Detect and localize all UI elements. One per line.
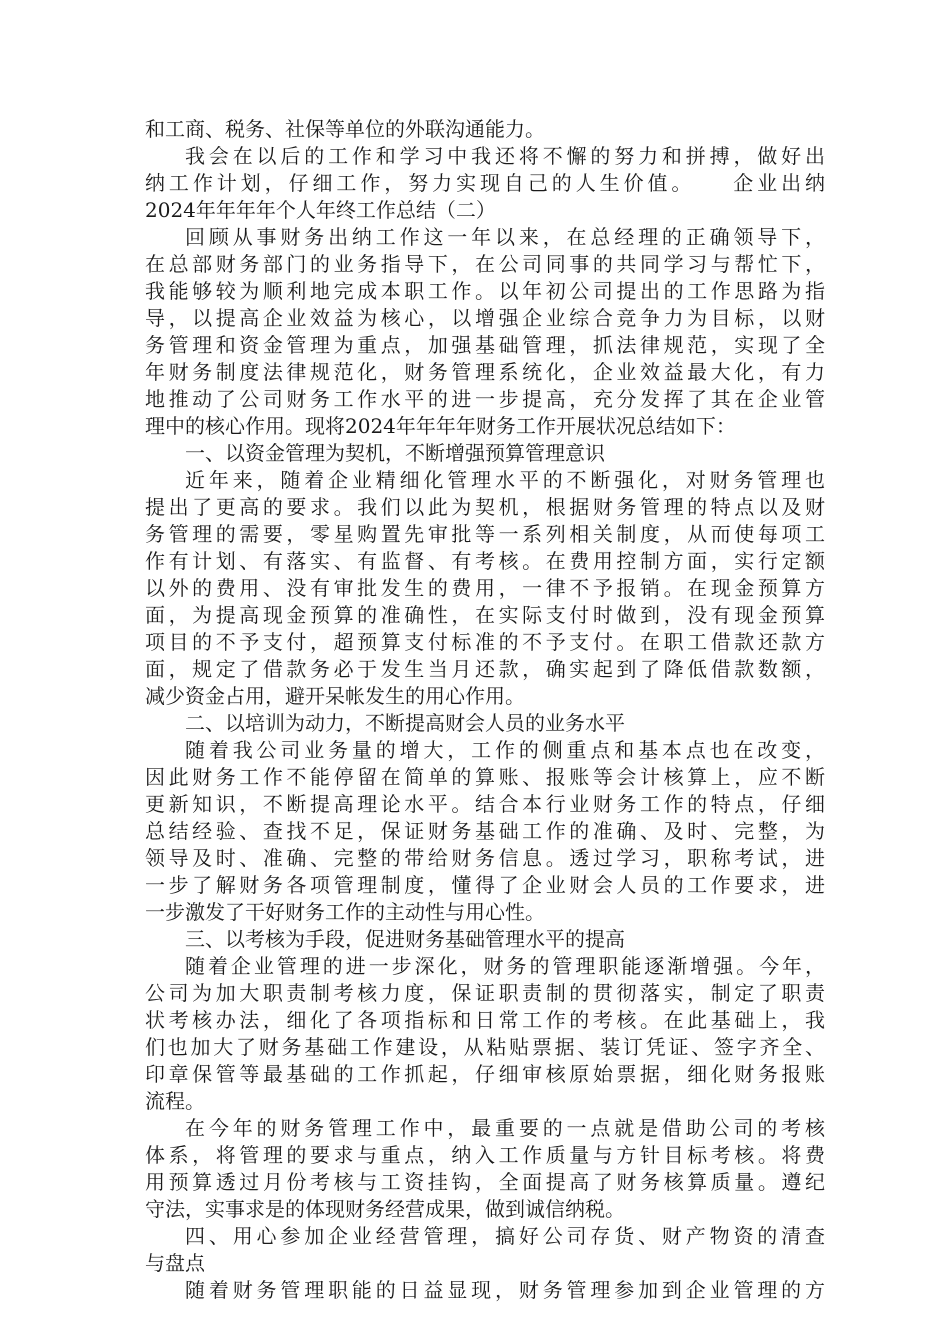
text-line: 总结经验、查找不足，保证财务基础工作的准确、及时、完整，为 — [145, 819, 825, 843]
text-line: 我会在以后的工作和学习中我还将不懈的努力和拼搏，做好出 — [185, 144, 825, 168]
text-line: 守法，实事求是的体现财务经营成果，做到诚信纳税。 — [145, 1197, 625, 1221]
text-line: 导，以提高企业效益为核心，以增强企业综合竞争力为目标，以财 — [145, 306, 825, 330]
text-line: 我能够较为顺利地完成本职工作。以年初公司提出的工作思路为指 — [145, 279, 825, 303]
text-line: 印章保管等最基础的工作抓起，仔细审核原始票据，细化财务报账 — [145, 1062, 825, 1086]
text-line: 状考核办法，细化了各项指标和日常工作的考核。在此基础上，我 — [145, 1008, 825, 1032]
text-line: 们也加大了财务基础工作建设，从粘贴票据、装订凭证、签字齐全、 — [145, 1035, 825, 1059]
text-line: 随着我公司业务量的增大，工作的侧重点和基本点也在改变， — [185, 738, 825, 762]
text-line: 减少资金占用，避开呆帐发生的用心作用。 — [145, 684, 525, 708]
text-line: 纳工作计划，仔细工作，努力实现自己的人生价值。 企业出纳 — [145, 171, 825, 195]
text-line: 用预算透过月份考核与工资挂钩，全面提高了财务核算质量。遵纪 — [145, 1170, 825, 1194]
text-line: 以外的费用、没有审批发生的费用，一律不予报销。在现金预算方 — [145, 576, 825, 600]
text-line: 面，为提高现金预算的准确性，在实际支付时做到，没有现金预算 — [145, 603, 825, 627]
text-line: 一、以资金管理为契机，不断增强预算管理意识 — [185, 441, 605, 465]
text-line: 随着企业管理的进一步深化，财务的管理职能逐渐增强。今年， — [185, 954, 825, 978]
text-line: 三、以考核为手段，促进财务基础管理水平的提高 — [185, 927, 625, 951]
text-line: 务管理的需要，零星购置先审批等一系列相关制度，从而使每项工 — [145, 522, 825, 546]
text-line: 四、用心参加企业经营管理，搞好公司存货、财产物资的清查 — [185, 1224, 825, 1248]
text-line: 在总部财务部门的业务指导下，在公司同事的共同学习与帮忙下， — [145, 252, 825, 276]
text-line: 面，规定了借款务必于发生当月还款，确实起到了降低借款数额， — [145, 657, 825, 681]
text-line: 一步激发了干好财务工作的主动性与用心性。 — [145, 900, 545, 924]
text-line: 公司为加大职责制考核力度，保证职责制的贯彻落实，制定了职责 — [145, 981, 825, 1005]
text-line: 因此财务工作不能停留在简单的算账、报账等会计核算上，应不断 — [145, 765, 825, 789]
text-line: 项目的不予支付，超预算支付标准的不予支付。在职工借款还款方 — [145, 630, 825, 654]
text-line: 回顾从事财务出纳工作这一年以来，在总经理的正确领导下， — [185, 225, 825, 249]
text-line: 提出了更高的要求。我们以此为契机，根据财务管理的特点以及财 — [145, 495, 825, 519]
text-line: 地推动了公司财务工作水平的进一步提高，充分发挥了其在企业管 — [145, 387, 825, 411]
text-line: 更新知识，不断提高理论水平。结合本行业财务工作的特点，仔细 — [145, 792, 825, 816]
document-page — [145, 116, 825, 1304]
text-line: 2024年年年年个人年终工作总结（二） — [145, 198, 496, 222]
text-line: 年财务制度法律规范化，财务管理系统化，企业效益最大化，有力 — [145, 360, 825, 384]
text-line: 近年来，随着企业精细化管理水平的不断强化，对财务管理也 — [185, 468, 825, 492]
text-line: 领导及时、准确、完整的带给财务信息。透过学习，职称考试，进 — [145, 846, 825, 870]
text-line: 流程。 — [145, 1089, 205, 1113]
text-line: 与盘点 — [145, 1251, 205, 1275]
text-line: 随着财务管理职能的日益显现，财务管理参加到企业管理的方 — [185, 1278, 825, 1302]
text-line: 体系，将管理的要求与重点，纳入工作质量与方针目标考核。将费 — [145, 1143, 825, 1167]
text-line: 务管理和资金管理为重点，加强基础管理，抓法律规范，实现了全 — [145, 333, 825, 357]
text-line: 一步了解财务各项管理制度，懂得了企业财会人员的工作要求，进 — [145, 873, 825, 897]
text-line: 在今年的财务管理工作中，最重要的一点就是借助公司的考核 — [185, 1116, 825, 1140]
text-line: 二、以培训为动力，不断提高财会人员的业务水平 — [185, 711, 625, 735]
text-line: 和工商、税务、社保等单位的外联沟通能力。 — [145, 117, 545, 141]
text-line: 理中的核心作用。现将2024年年年年财务工作开展状况总结如下： — [145, 414, 736, 438]
text-line: 作有计划、有落实、有监督、有考核。在费用控制方面，实行定额 — [145, 549, 825, 573]
